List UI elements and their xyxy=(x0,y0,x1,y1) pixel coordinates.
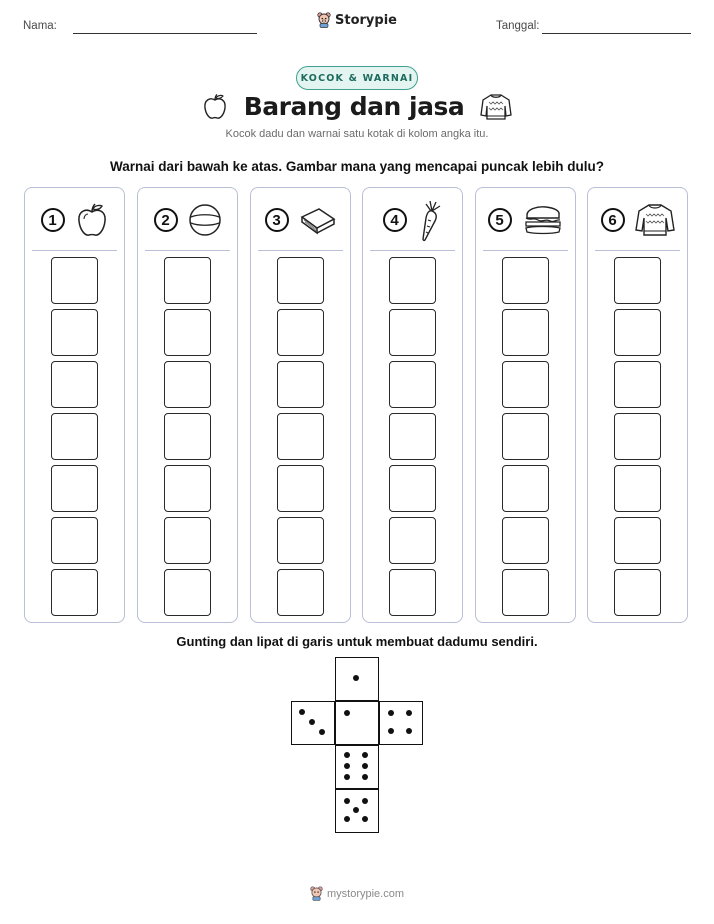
color-box[interactable] xyxy=(502,517,549,564)
color-box[interactable] xyxy=(277,465,324,512)
color-box[interactable] xyxy=(277,257,324,304)
pip xyxy=(362,816,368,822)
color-box[interactable] xyxy=(502,257,549,304)
pip xyxy=(406,710,412,716)
column-divider xyxy=(370,250,455,251)
pip xyxy=(388,728,394,734)
date-label: Tanggal: xyxy=(496,20,540,32)
die-face-lower xyxy=(335,745,379,789)
pip xyxy=(388,710,394,716)
footer xyxy=(0,886,714,901)
pip xyxy=(344,816,350,822)
color-box[interactable] xyxy=(389,517,436,564)
column-3 xyxy=(250,187,351,623)
color-box[interactable] xyxy=(389,413,436,460)
column-number: 3 xyxy=(265,208,289,232)
page-title: Barang dan jasa xyxy=(243,92,465,121)
column-1 xyxy=(24,187,125,623)
column-2 xyxy=(137,187,238,623)
die-face-center xyxy=(335,701,379,745)
die-face-right xyxy=(379,701,423,745)
color-box[interactable] xyxy=(164,569,211,616)
color-box[interactable] xyxy=(614,413,661,460)
footer-url[interactable]: mystorypie.com xyxy=(326,887,405,900)
color-box[interactable] xyxy=(389,569,436,616)
bear-logo-icon xyxy=(317,12,331,28)
die-face-top xyxy=(335,657,379,701)
pip xyxy=(344,710,350,716)
color-box[interactable] xyxy=(502,309,549,356)
column-divider xyxy=(595,250,680,251)
activity-badge: KOCOK & WARNAI xyxy=(296,66,418,90)
pip xyxy=(353,675,359,681)
color-box[interactable] xyxy=(614,517,661,564)
color-box[interactable] xyxy=(614,257,661,304)
instruction-text: Warnai dari bawah ke atas. Gambar mana yang mencapai puncak lebih dulu? xyxy=(110,159,604,174)
color-box[interactable] xyxy=(502,413,549,460)
column-header xyxy=(25,196,124,244)
color-box[interactable] xyxy=(164,517,211,564)
color-box[interactable] xyxy=(51,309,98,356)
bear-logo-icon xyxy=(310,886,323,901)
color-box[interactable] xyxy=(51,517,98,564)
column-header xyxy=(476,196,575,244)
title-row xyxy=(0,92,714,121)
color-box[interactable] xyxy=(277,361,324,408)
color-box[interactable] xyxy=(51,413,98,460)
column-header xyxy=(363,196,462,244)
color-box[interactable] xyxy=(502,361,549,408)
page-subtitle: Kocok dadu dan warnai satu kotak di kolom angka itu. xyxy=(225,128,489,140)
apple-icon xyxy=(202,93,228,121)
column-divider xyxy=(258,250,343,251)
date-line[interactable] xyxy=(542,33,691,34)
column-header xyxy=(251,196,350,244)
column-header xyxy=(588,196,687,244)
pip xyxy=(344,774,350,780)
brand-name: Storypie xyxy=(335,12,397,28)
color-box[interactable] xyxy=(277,517,324,564)
column-divider xyxy=(145,250,230,251)
column-divider xyxy=(32,250,117,251)
pip xyxy=(406,728,412,734)
apple-icon xyxy=(75,202,109,238)
column-number: 4 xyxy=(383,208,407,232)
die-face-left xyxy=(291,701,335,745)
color-box[interactable] xyxy=(51,257,98,304)
pip xyxy=(344,798,350,804)
pip xyxy=(362,752,368,758)
sandwich-icon xyxy=(522,204,564,236)
pip xyxy=(362,774,368,780)
brand-logo xyxy=(0,12,714,28)
pip xyxy=(362,763,368,769)
column-number: 2 xyxy=(154,208,178,232)
pip xyxy=(362,798,368,804)
sweater-icon xyxy=(635,203,675,237)
pip xyxy=(344,763,350,769)
color-box[interactable] xyxy=(277,309,324,356)
color-box[interactable] xyxy=(164,257,211,304)
pip xyxy=(319,729,325,735)
color-box[interactable] xyxy=(277,569,324,616)
color-box[interactable] xyxy=(277,413,324,460)
ball-icon xyxy=(188,203,222,237)
column-header xyxy=(138,196,237,244)
color-box[interactable] xyxy=(51,465,98,512)
color-box[interactable] xyxy=(164,361,211,408)
carrot-icon xyxy=(417,198,443,242)
color-box[interactable] xyxy=(389,465,436,512)
name-line[interactable] xyxy=(73,33,257,34)
pip xyxy=(299,709,305,715)
column-5 xyxy=(475,187,576,623)
color-box[interactable] xyxy=(614,361,661,408)
color-box[interactable] xyxy=(51,361,98,408)
book-icon xyxy=(299,205,337,235)
color-box[interactable] xyxy=(51,569,98,616)
color-box[interactable] xyxy=(502,569,549,616)
color-box[interactable] xyxy=(389,309,436,356)
color-box[interactable] xyxy=(389,257,436,304)
column-6 xyxy=(587,187,688,623)
pip xyxy=(344,752,350,758)
color-box[interactable] xyxy=(614,309,661,356)
color-box[interactable] xyxy=(389,361,436,408)
color-box[interactable] xyxy=(164,413,211,460)
color-box[interactable] xyxy=(164,465,211,512)
color-box[interactable] xyxy=(614,569,661,616)
column-number: 1 xyxy=(41,208,65,232)
column-number: 5 xyxy=(488,208,512,232)
column-divider xyxy=(483,250,568,251)
pip xyxy=(353,807,359,813)
sweater-icon xyxy=(480,93,512,121)
column-4 xyxy=(362,187,463,623)
color-box[interactable] xyxy=(614,465,661,512)
die-face-bottom xyxy=(335,789,379,833)
die-instruction: Gunting dan lipat di garis untuk membuat dadumu sendiri. xyxy=(176,634,538,649)
column-number: 6 xyxy=(601,208,625,232)
name-label: Nama: xyxy=(23,20,57,32)
color-box[interactable] xyxy=(502,465,549,512)
color-box[interactable] xyxy=(164,309,211,356)
pip xyxy=(309,719,315,725)
